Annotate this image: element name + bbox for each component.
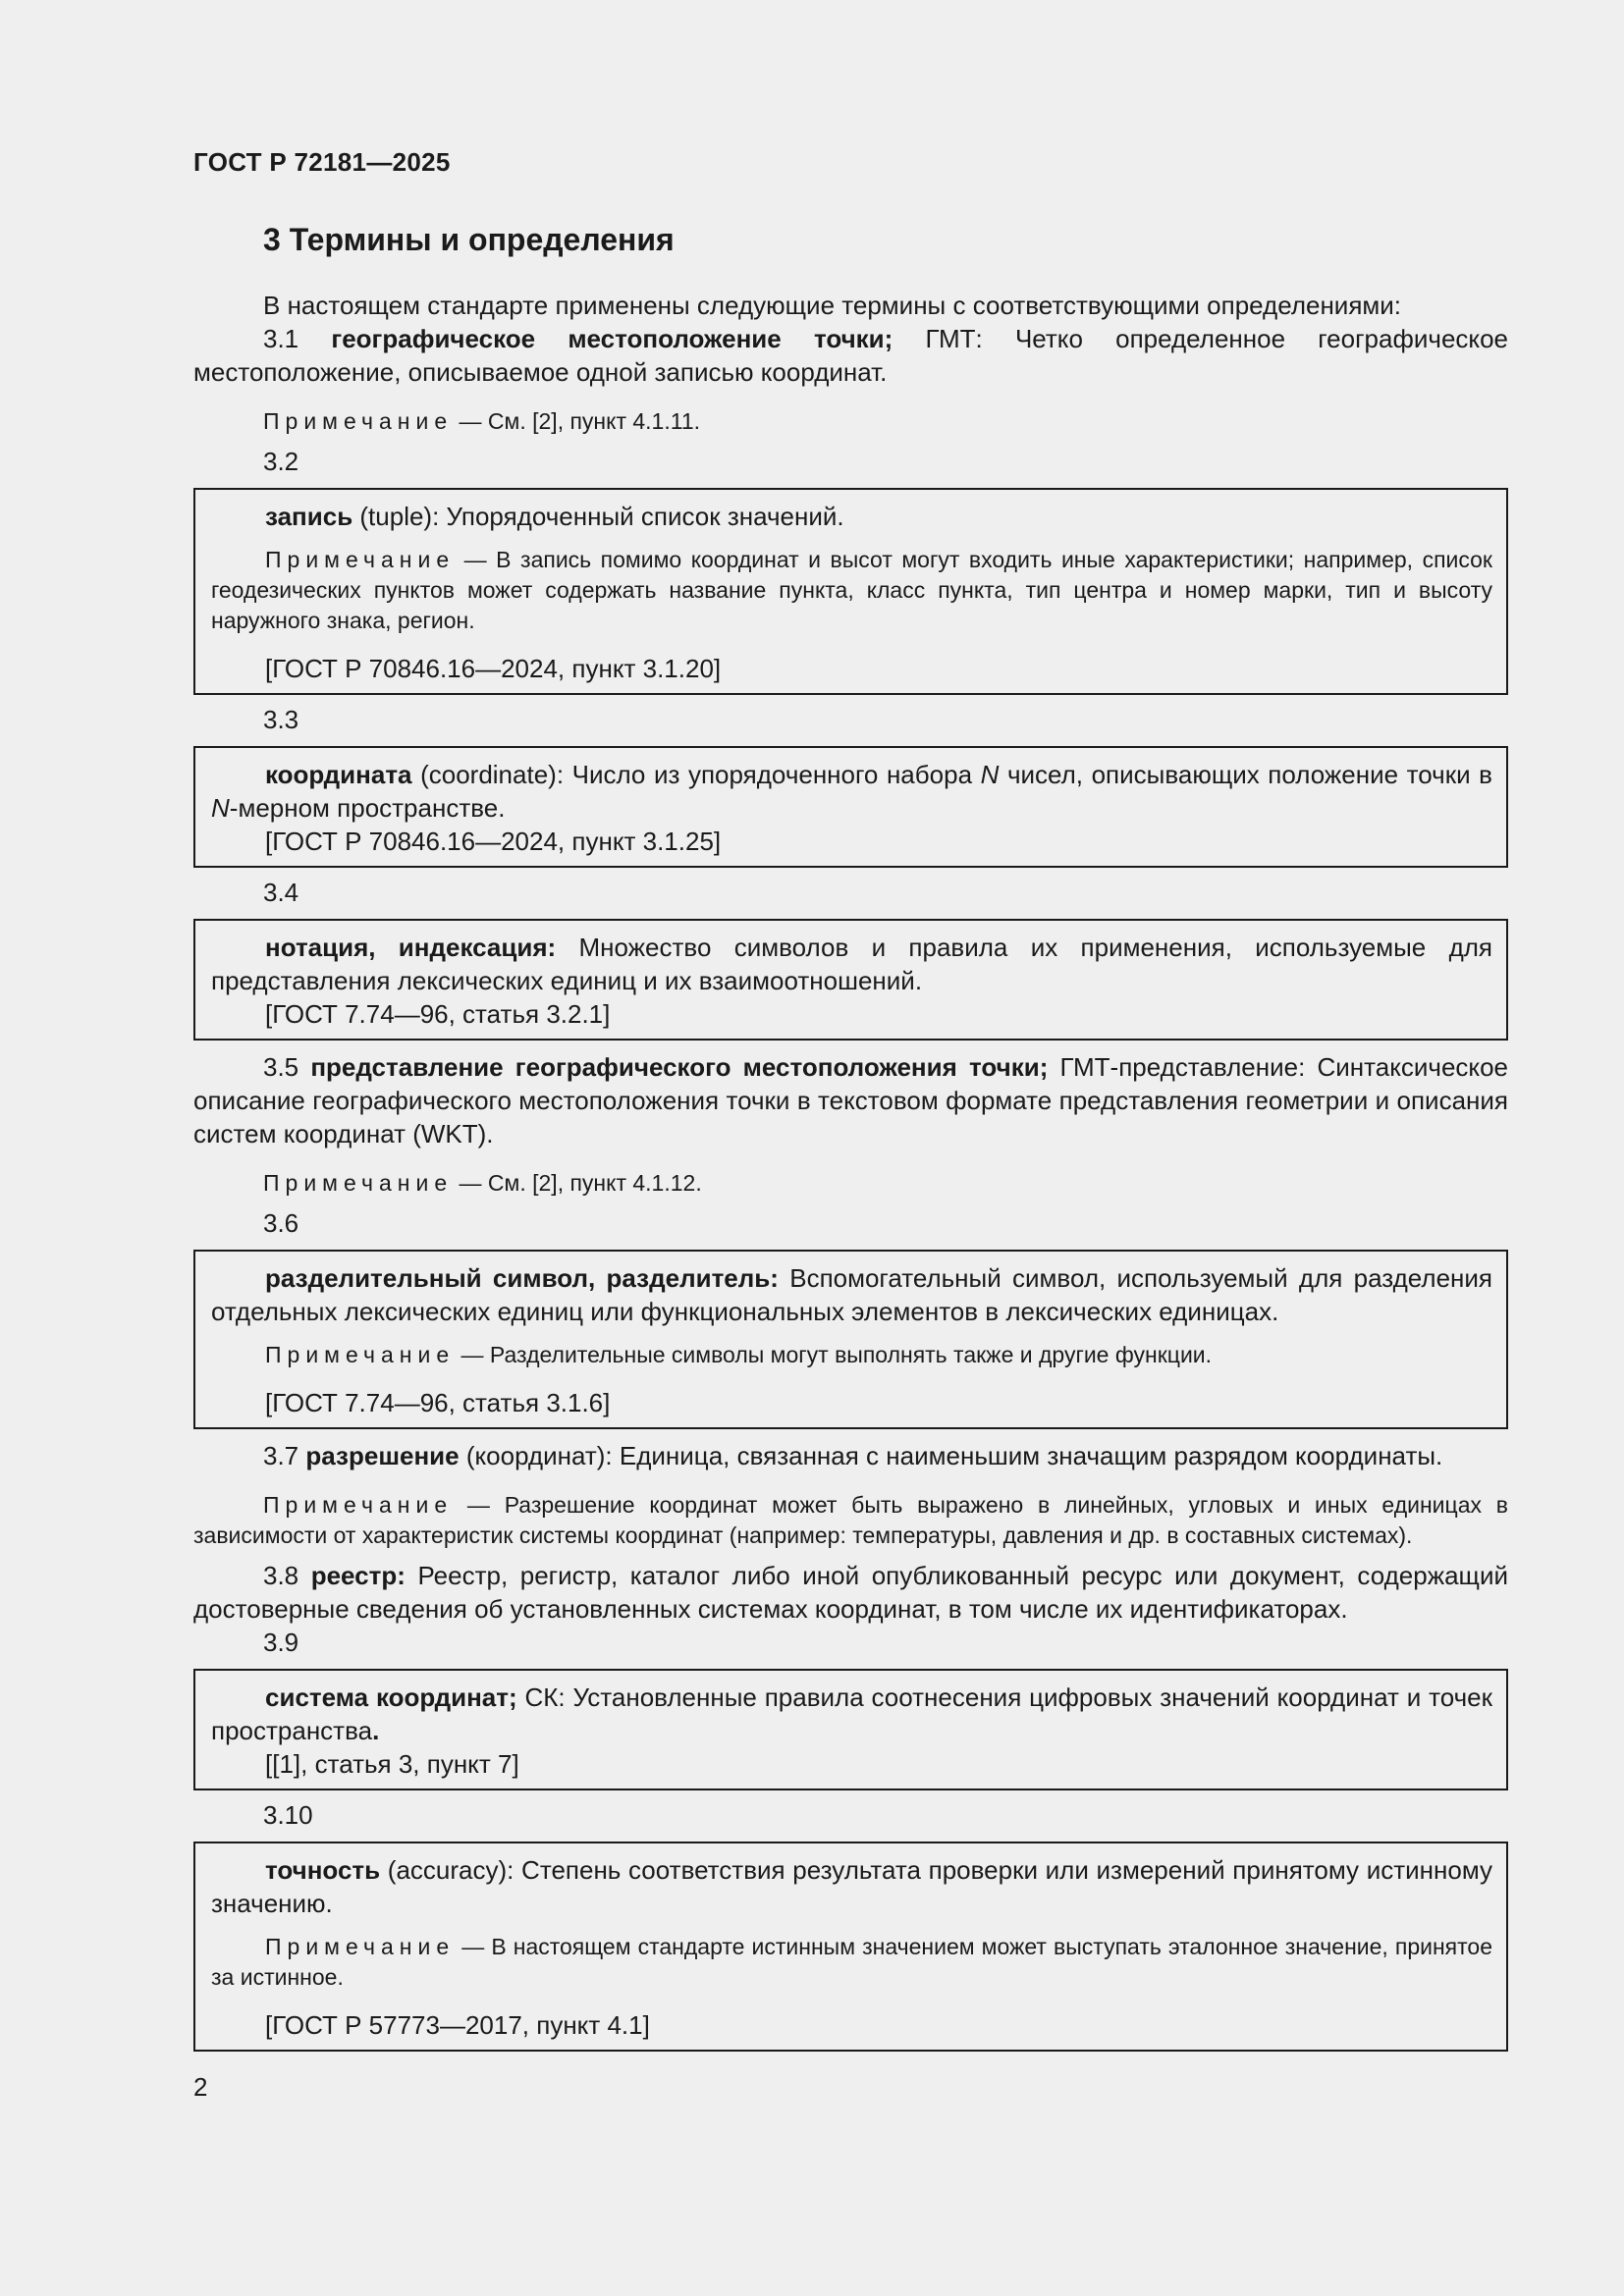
term-box-3-4 bbox=[193, 919, 1508, 1041]
section-heading: 3 Термины и определения bbox=[263, 222, 675, 257]
source-3-9: [[1], статья 3, пункт 7] bbox=[265, 1749, 519, 1779]
term-definition-part: -мерном пространстве. bbox=[229, 793, 506, 823]
term-box-3-3 bbox=[193, 746, 1508, 868]
term-definition-part: чисел, описывающих положение точки в bbox=[999, 760, 1492, 789]
note-label: Примечание bbox=[265, 1934, 456, 1959]
note-3-5 bbox=[193, 1168, 1508, 1199]
note-label: Примечание bbox=[265, 1342, 456, 1367]
note-label: Примечание bbox=[265, 547, 456, 572]
note-text: — См. [2], пункт 4.1.12. bbox=[453, 1170, 702, 1196]
note-3-7 bbox=[193, 1490, 1508, 1551]
term-definition: (координат): Единица, связанная с наименьшим значащим разрядом координаты. bbox=[459, 1441, 1443, 1470]
note-label: Примечание bbox=[263, 1170, 454, 1196]
source-3-4: [ГОСТ 7.74—96, статья 3.2.1] bbox=[265, 999, 611, 1029]
term-box-3-10 bbox=[193, 1842, 1508, 2052]
term-entry-3-4 bbox=[211, 931, 1492, 997]
term-definition: Множество символов и правила их применения, используемые для представления лексических единиц и их взаимоотношений. bbox=[211, 933, 1492, 995]
term-box-3-9 bbox=[193, 1669, 1508, 1790]
term-number: 3.7 bbox=[263, 1441, 299, 1470]
term-box-3-6 bbox=[193, 1250, 1508, 1429]
note-text: — См. [2], пункт 4.1.11. bbox=[453, 408, 701, 434]
source-3-10: [ГОСТ Р 57773—2017, пункт 4.1] bbox=[265, 2010, 650, 2040]
term-definition: Реестр, регистр, каталог либо иной опубликованный ресурс или документ, содержащий достоверные сведения об установленных системах координат, в том числе их идентификаторах. bbox=[193, 1561, 1508, 1624]
term-title: нотация, индексация: bbox=[265, 933, 557, 962]
note-label: Примечание bbox=[263, 408, 454, 434]
term-number-3-9: 3.9 bbox=[263, 1628, 299, 1657]
variable-n: N bbox=[980, 760, 1000, 789]
term-title: система координат; bbox=[265, 1682, 517, 1712]
term-entry-3-10 bbox=[211, 1853, 1492, 1920]
term-title: реестр: bbox=[310, 1561, 406, 1590]
variable-n: N bbox=[211, 793, 230, 823]
source-3-2: [ГОСТ Р 70846.16—2024, пункт 3.1.20] bbox=[265, 654, 722, 683]
term-title: географическое местоположение точки; bbox=[331, 324, 893, 353]
term-title: разрешение bbox=[305, 1441, 460, 1470]
term-title: разделительный символ, разделитель: bbox=[265, 1263, 779, 1293]
page-number: 2 bbox=[193, 2072, 208, 2102]
term-title: запись bbox=[265, 502, 353, 531]
term-number: 3.1 bbox=[263, 324, 299, 353]
term-entry-3-2 bbox=[211, 500, 1492, 533]
term-entry-3-1 bbox=[193, 322, 1508, 389]
term-definition-part: (coordinate): Число из упорядоченного набора bbox=[411, 760, 981, 789]
term-definition: (tuple): Упорядоченный список значений. bbox=[352, 502, 844, 531]
note-3-1 bbox=[193, 406, 1508, 437]
term-definition: ГМТ-представление: Синтаксическое описание географического местоположения точки в текстовом формате представления геометрии и описания систем координат (WKT). bbox=[193, 1052, 1509, 1148]
term-box-3-2 bbox=[193, 488, 1508, 695]
term-number: 3.5 bbox=[263, 1052, 299, 1082]
note-3-6 bbox=[211, 1340, 1492, 1370]
term-number-3-3: 3.3 bbox=[263, 705, 299, 734]
term-number-3-4: 3.4 bbox=[263, 878, 299, 907]
term-definition: СК: Установленные правила соотнесения цифровых значений координат и точек пространства bbox=[211, 1682, 1492, 1745]
term-entry-3-6 bbox=[211, 1261, 1492, 1328]
term-number-3-10: 3.10 bbox=[263, 1800, 313, 1830]
term-entry-3-5 bbox=[193, 1050, 1508, 1150]
document-code-header: ГОСТ Р 72181—2025 bbox=[193, 147, 451, 177]
term-entry-3-7 bbox=[193, 1439, 1508, 1472]
term-entry-3-8 bbox=[193, 1559, 1508, 1626]
note-text: — Разделительные символы могут выполнять также и другие функции. bbox=[455, 1342, 1213, 1367]
term-definition: ГМТ: Четко определенное географическое местоположение, описываемое одной записью координат. bbox=[193, 324, 1508, 387]
term-number-3-2: 3.2 bbox=[263, 447, 299, 476]
source-3-6: [ГОСТ 7.74—96, статья 3.1.6] bbox=[265, 1388, 611, 1417]
section-intro: В настоящем стандарте применены следующие термины с соответствующими определениями: bbox=[263, 291, 1402, 320]
term-definition: Вспомогательный символ, используемый для разделения отдельных лексических единиц или функциональных элементов в лексических единицах. bbox=[211, 1263, 1492, 1326]
note-text: — В запись помимо координат и высот могут входить иные характеристики; например, список геодезических пунктов может содержать название пункта, класс пункта, тип центра и номер марки, тип и высоту наружного знака, регион. bbox=[211, 547, 1492, 633]
term-number: 3.8 bbox=[263, 1561, 299, 1590]
term-title: координата bbox=[265, 760, 412, 789]
term-entry-3-9 bbox=[211, 1681, 1492, 1747]
note-3-2 bbox=[211, 545, 1492, 636]
term-definition: (accuracy): Степень соответствия результата проверки или измерений принятому истинному значению. bbox=[211, 1855, 1492, 1918]
term-title: точность bbox=[265, 1855, 381, 1885]
term-title: представление географического местоположения точки; bbox=[310, 1052, 1049, 1082]
term-entry-3-3 bbox=[211, 758, 1492, 825]
term-definition-end: . bbox=[372, 1716, 380, 1745]
page-content bbox=[193, 220, 1508, 2052]
note-3-10 bbox=[211, 1932, 1492, 1993]
note-label: Примечание bbox=[263, 1492, 454, 1518]
source-3-3: [ГОСТ Р 70846.16—2024, пункт 3.1.25] bbox=[265, 827, 722, 856]
note-text: — Разрешение координат может быть выражено в линейных, угловых и иных единицах в зависимости от характеристик системы координат (например: температуры, давления и др. в составных системах). bbox=[193, 1492, 1508, 1548]
note-text: — В настоящем стандарте истинным значением может выступать эталонное значение, принятое за истинное. bbox=[211, 1934, 1492, 1990]
term-number-3-6: 3.6 bbox=[263, 1208, 299, 1238]
